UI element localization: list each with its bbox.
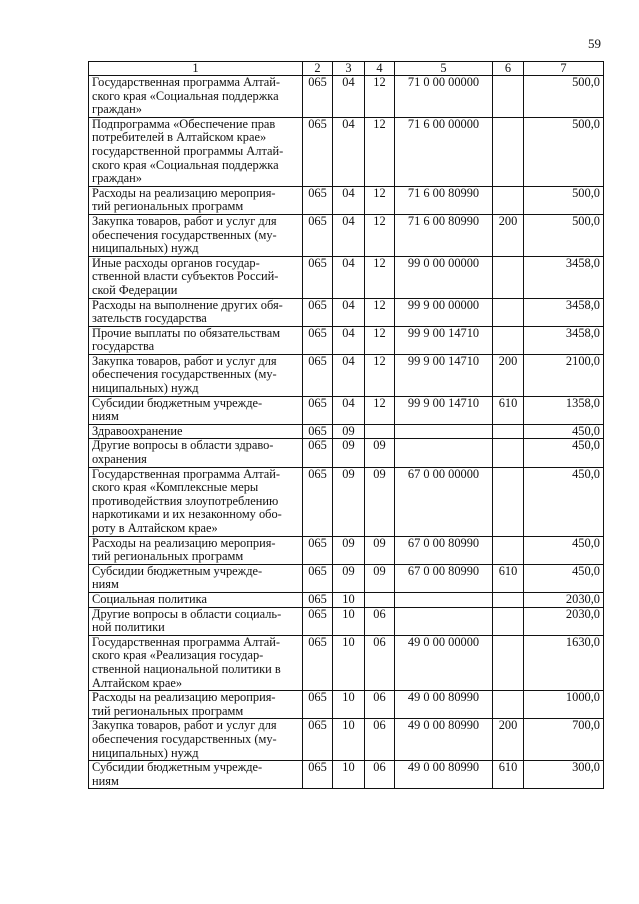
row-pr-cell: 09 [365, 439, 395, 467]
row-sum-cell: 500,0 [524, 117, 604, 186]
row-vr-cell: 200 [493, 719, 524, 761]
row-vr-cell: 200 [493, 354, 524, 396]
row-name-cell: Закупка товаров, работ и услуг для обеспечения государственных (му- ниципальных) нужд [89, 214, 303, 256]
row-sum-cell: 3458,0 [524, 256, 604, 298]
row-rz-cell: 04 [333, 256, 365, 298]
row-rz-cell: 09 [333, 564, 365, 592]
row-ved-cell: 065 [303, 186, 333, 214]
row-csr-cell: 67 0 00 00000 [395, 467, 493, 536]
row-csr-cell: 49 0 00 00000 [395, 635, 493, 690]
page-number: 59 [588, 36, 601, 51]
row-vr-cell: 610 [493, 761, 524, 789]
row-pr-cell: 12 [365, 354, 395, 396]
row-name-cell: Субсидии бюджетным учрежде- ниям [89, 396, 303, 424]
row-name-cell: Субсидии бюджетным учрежде- ниям [89, 564, 303, 592]
row-sum-cell: 450,0 [524, 467, 604, 536]
row-rz-cell: 04 [333, 117, 365, 186]
row-sum-cell: 450,0 [524, 424, 604, 439]
row-name-cell: Расходы на выполнение других обя- зательств государства [89, 298, 303, 326]
row-ved-cell: 065 [303, 607, 333, 635]
row-rz-cell: 04 [333, 396, 365, 424]
row-rz-cell: 09 [333, 467, 365, 536]
row-vr-cell [493, 592, 524, 607]
row-sum-cell: 500,0 [524, 76, 604, 118]
table-row [89, 396, 604, 424]
row-vr-cell [493, 117, 524, 186]
table-row [89, 536, 604, 564]
row-csr-cell [395, 592, 493, 607]
row-sum-cell: 700,0 [524, 719, 604, 761]
row-pr-cell [365, 592, 395, 607]
table-row [89, 298, 604, 326]
row-ved-cell: 065 [303, 467, 333, 536]
table-row [89, 117, 604, 186]
row-vr-cell [493, 298, 524, 326]
row-csr-cell: 49 0 00 80990 [395, 719, 493, 761]
row-name-cell: Прочие выплаты по обязательствам государства [89, 326, 303, 354]
row-ved-cell: 065 [303, 691, 333, 719]
table-row [89, 467, 604, 536]
row-name-cell: Расходы на реализацию мероприя- тий региональных программ [89, 691, 303, 719]
row-sum-cell: 1630,0 [524, 635, 604, 690]
table-row [89, 186, 604, 214]
row-csr-cell: 71 0 00 00000 [395, 76, 493, 118]
row-sum-cell: 450,0 [524, 536, 604, 564]
table-row [89, 424, 604, 439]
column-header: 1 [89, 62, 303, 76]
row-vr-cell: 610 [493, 564, 524, 592]
column-header: 7 [524, 62, 604, 76]
table-row [89, 564, 604, 592]
row-rz-cell: 09 [333, 424, 365, 439]
row-ved-cell: 065 [303, 719, 333, 761]
row-vr-cell [493, 326, 524, 354]
row-sum-cell: 2030,0 [524, 607, 604, 635]
table-row [89, 214, 604, 256]
row-rz-cell: 10 [333, 607, 365, 635]
row-pr-cell: 12 [365, 298, 395, 326]
row-ved-cell: 065 [303, 536, 333, 564]
row-csr-cell: 99 0 00 00000 [395, 256, 493, 298]
row-csr-cell: 99 9 00 14710 [395, 354, 493, 396]
row-sum-cell: 2100,0 [524, 354, 604, 396]
column-header: 4 [365, 62, 395, 76]
row-csr-cell: 99 9 00 14710 [395, 326, 493, 354]
row-sum-cell: 3458,0 [524, 326, 604, 354]
row-vr-cell [493, 691, 524, 719]
row-vr-cell [493, 467, 524, 536]
row-sum-cell: 2030,0 [524, 592, 604, 607]
row-pr-cell: 06 [365, 719, 395, 761]
row-pr-cell: 09 [365, 564, 395, 592]
row-pr-cell: 12 [365, 396, 395, 424]
column-header: 3 [333, 62, 365, 76]
row-pr-cell: 12 [365, 214, 395, 256]
row-csr-cell: 99 9 00 00000 [395, 298, 493, 326]
row-name-cell: Государственная программа Алтай- ского края «Комплексные меры противодействия злоупотреблению наркотиками и их незаконному обо- роту в Алтайском крае» [89, 467, 303, 536]
row-pr-cell: 12 [365, 326, 395, 354]
row-rz-cell: 04 [333, 186, 365, 214]
row-pr-cell: 12 [365, 117, 395, 186]
row-name-cell: Расходы на реализацию мероприя- тий региональных программ [89, 186, 303, 214]
row-ved-cell: 065 [303, 256, 333, 298]
row-ved-cell: 065 [303, 298, 333, 326]
row-vr-cell [493, 424, 524, 439]
row-csr-cell: 49 0 00 80990 [395, 761, 493, 789]
row-pr-cell: 09 [365, 536, 395, 564]
row-ved-cell: 065 [303, 76, 333, 118]
row-name-cell: Социальная политика [89, 592, 303, 607]
header-row [89, 62, 604, 76]
row-name-cell: Закупка товаров, работ и услуг для обеспечения государственных (му- ниципальных) нужд [89, 354, 303, 396]
row-vr-cell: 610 [493, 396, 524, 424]
row-ved-cell: 065 [303, 761, 333, 789]
column-header: 5 [395, 62, 493, 76]
row-rz-cell: 04 [333, 354, 365, 396]
row-vr-cell [493, 256, 524, 298]
row-pr-cell: 06 [365, 635, 395, 690]
row-pr-cell: 06 [365, 691, 395, 719]
row-sum-cell: 300,0 [524, 761, 604, 789]
row-name-cell: Расходы на реализацию мероприя- тий региональных программ [89, 536, 303, 564]
row-csr-cell: 71 6 00 80990 [395, 186, 493, 214]
row-csr-cell: 67 0 00 80990 [395, 564, 493, 592]
row-ved-cell: 065 [303, 564, 333, 592]
row-rz-cell: 04 [333, 326, 365, 354]
row-csr-cell [395, 424, 493, 439]
row-ved-cell: 065 [303, 592, 333, 607]
row-ved-cell: 065 [303, 439, 333, 467]
row-vr-cell: 200 [493, 214, 524, 256]
table-row [89, 691, 604, 719]
row-ved-cell: 065 [303, 424, 333, 439]
row-ved-cell: 065 [303, 326, 333, 354]
row-csr-cell [395, 439, 493, 467]
table-row [89, 719, 604, 761]
row-vr-cell [493, 186, 524, 214]
row-csr-cell: 71 6 00 80990 [395, 214, 493, 256]
row-rz-cell: 10 [333, 592, 365, 607]
row-rz-cell: 04 [333, 76, 365, 118]
row-pr-cell: 06 [365, 761, 395, 789]
row-vr-cell [493, 536, 524, 564]
table-row [89, 592, 604, 607]
row-rz-cell: 04 [333, 214, 365, 256]
row-sum-cell: 1358,0 [524, 396, 604, 424]
row-pr-cell: 12 [365, 186, 395, 214]
row-rz-cell: 09 [333, 536, 365, 564]
row-csr-cell: 99 9 00 14710 [395, 396, 493, 424]
row-ved-cell: 065 [303, 635, 333, 690]
row-rz-cell: 10 [333, 691, 365, 719]
row-name-cell: Другие вопросы в области здраво- охранения [89, 439, 303, 467]
row-name-cell: Здравоохранение [89, 424, 303, 439]
table-row [89, 439, 604, 467]
table-row [89, 76, 604, 118]
row-vr-cell [493, 635, 524, 690]
row-name-cell: Другие вопросы в области социаль- ной политики [89, 607, 303, 635]
row-pr-cell [365, 424, 395, 439]
row-ved-cell: 065 [303, 117, 333, 186]
row-pr-cell: 12 [365, 256, 395, 298]
table-row [89, 256, 604, 298]
row-rz-cell: 04 [333, 298, 365, 326]
row-sum-cell: 3458,0 [524, 298, 604, 326]
table-row [89, 635, 604, 690]
row-vr-cell [493, 607, 524, 635]
row-csr-cell [395, 607, 493, 635]
row-name-cell: Иные расходы органов государ- ственной власти субъектов Россий- ской Федерации [89, 256, 303, 298]
row-pr-cell: 06 [365, 607, 395, 635]
row-sum-cell: 450,0 [524, 439, 604, 467]
column-header: 2 [303, 62, 333, 76]
budget-table [88, 61, 604, 789]
row-ved-cell: 065 [303, 396, 333, 424]
table-body [89, 76, 604, 789]
row-name-cell: Субсидии бюджетным учрежде- ниям [89, 761, 303, 789]
table-row [89, 607, 604, 635]
row-vr-cell [493, 76, 524, 118]
row-sum-cell: 500,0 [524, 186, 604, 214]
row-rz-cell: 10 [333, 635, 365, 690]
row-name-cell: Государственная программа Алтай- ского края «Реализация государ- ственной национальной политики в Алтайском крае» [89, 635, 303, 690]
row-sum-cell: 500,0 [524, 214, 604, 256]
row-pr-cell: 09 [365, 467, 395, 536]
row-csr-cell: 67 0 00 80990 [395, 536, 493, 564]
row-sum-cell: 450,0 [524, 564, 604, 592]
row-rz-cell: 09 [333, 439, 365, 467]
table-row [89, 326, 604, 354]
row-name-cell: Закупка товаров, работ и услуг для обеспечения государственных (му- ниципальных) нужд [89, 719, 303, 761]
row-name-cell: Государственная программа Алтай- ского края «Социальная поддержка граждан» [89, 76, 303, 118]
table-row [89, 761, 604, 789]
table-row [89, 354, 604, 396]
row-sum-cell: 1000,0 [524, 691, 604, 719]
column-header: 6 [493, 62, 524, 76]
row-vr-cell [493, 439, 524, 467]
row-csr-cell: 49 0 00 80990 [395, 691, 493, 719]
row-csr-cell: 71 6 00 00000 [395, 117, 493, 186]
row-pr-cell: 12 [365, 76, 395, 118]
row-ved-cell: 065 [303, 354, 333, 396]
row-name-cell: Подпрограмма «Обеспечение прав потребителей в Алтайском крае» государственной программы Алтай- ского края «Социальная поддержка граждан» [89, 117, 303, 186]
row-rz-cell: 10 [333, 761, 365, 789]
row-rz-cell: 10 [333, 719, 365, 761]
row-ved-cell: 065 [303, 214, 333, 256]
